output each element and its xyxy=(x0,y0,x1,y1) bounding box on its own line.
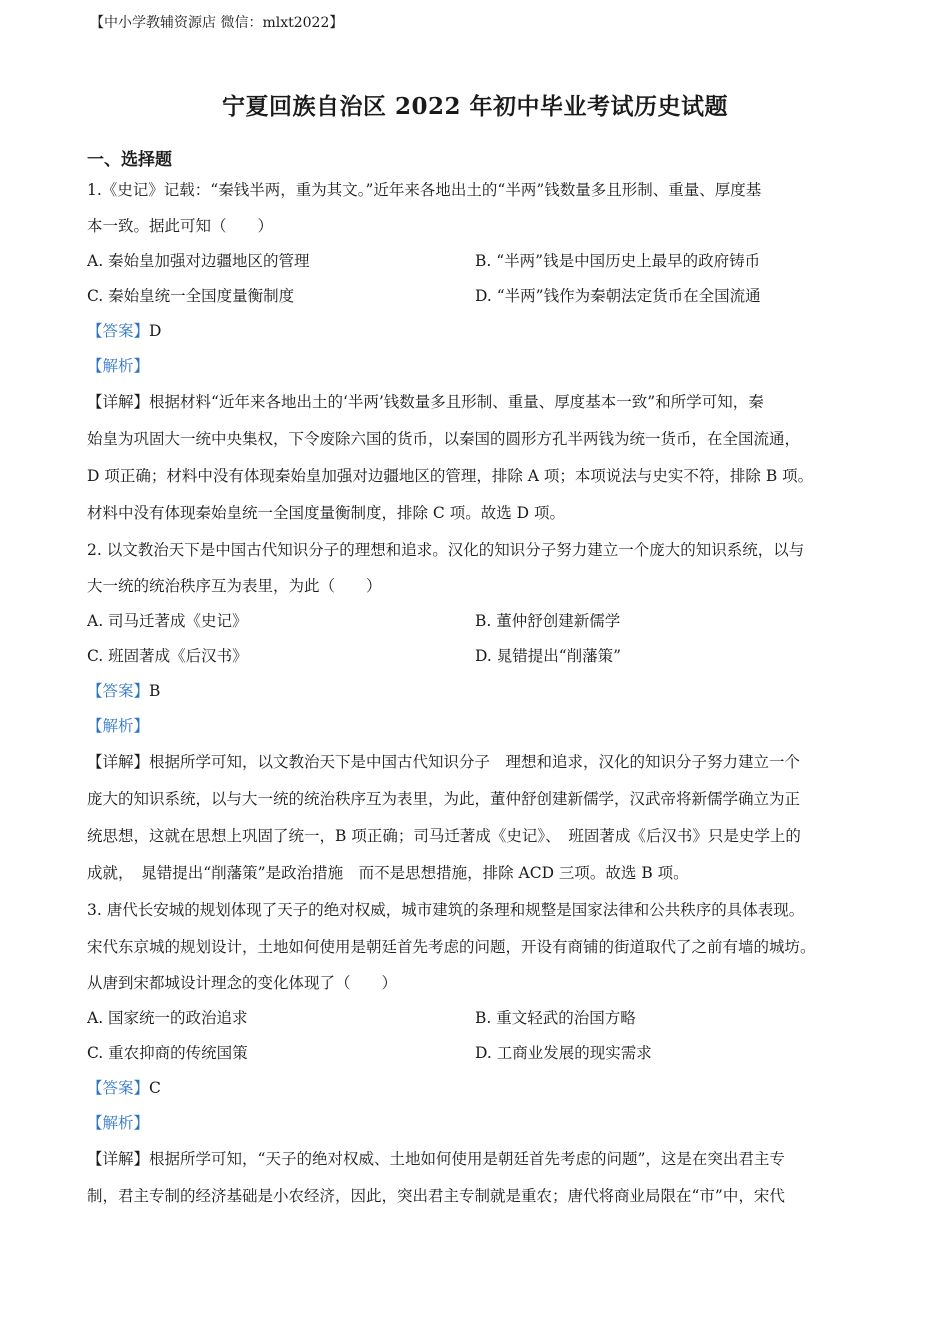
question-2-detail-line: 统思想，这就在思想上巩固了统一，B 项正确；司马迁著成《史记》、 班固著成《后汉书》只是史学上的 xyxy=(87,827,801,845)
question-2-stem-line: 大一统的统治秩序互为表里，为此（ ） xyxy=(87,577,382,595)
question-1-option-d: D. “半两”钱作为秦朝法定货币在全国流通 xyxy=(475,287,761,305)
answer-value: C xyxy=(149,1079,161,1097)
question-3-options-row xyxy=(87,1036,877,1071)
detail-label: 【详解】 xyxy=(87,393,150,411)
question-1-stem-line: 本一致。据此可知（ ） xyxy=(87,217,274,235)
question-2-detail-line: 成就， 晁错提出“削藩策”是政治措施 而不是思想措施，排除 ACD 三项。故选 B 项。 xyxy=(87,864,689,882)
question-1-option-a: A. 秦始皇加强对边疆地区的管理 xyxy=(87,252,310,270)
question-3-answer xyxy=(87,1071,877,1106)
question-2-option-b: B. 董仲舒创建新儒学 xyxy=(475,612,621,630)
question-3-analysis xyxy=(87,1106,877,1141)
question-1-detail-line: 材料中没有体现秦始皇统一全国度量衡制度，排除 C 项。故选 D 项。 xyxy=(87,504,565,522)
question-3-detail-line: 制，君主专制的经济基础是小农经济，因此，突出君主专制就是重农；唐代将商业局限在“市”中，宋代 xyxy=(87,1187,785,1205)
question-1-stem-line: 1.《史记》记载：“秦钱半两，重为其文。”近年来各地出土的“半两”钱数量多且形制、重量、厚度基 xyxy=(87,181,762,199)
question-2-options-row xyxy=(87,639,877,674)
watermark-text: 【中小学教辅资源店 微信：mlxt2022】 xyxy=(90,15,344,31)
question-2-detail-line: 庞大的知识系统，以与大一统的统治秩序互为表里，为此，董仲舒创建新儒学，汉武帝将新儒学确立为正 xyxy=(87,790,801,808)
question-2 xyxy=(87,532,877,892)
question-2-analysis xyxy=(87,709,877,744)
question-1-analysis xyxy=(87,349,877,384)
question-1-option-c: C. 秦始皇统一全国度量衡制度 xyxy=(87,287,295,305)
detail-label: 【详解】 xyxy=(87,1150,150,1168)
detail-text: 根据材料“近年来各地出土的‘半两’钱数量多且形制、重量、厚度基本一致”和所学可知，秦 xyxy=(149,393,764,411)
question-3-stem-line: 3. 唐代长安城的规划体现了天子的绝对权威，城市建筑的条理和规整是国家法律和公共秩序的具体表现。 xyxy=(87,901,805,919)
question-2-answer xyxy=(87,674,877,709)
detail-text: 根据所学可知，“天子的绝对权威、土地如何使用是朝廷首先考虑的问题”，这是在突出君主专 xyxy=(149,1150,785,1168)
question-1-detail-line: 始皇为巩固大一统中央集权，下令废除六国的货币，以秦国的圆形方孔半两钱为统一货币，在全国流通， xyxy=(87,430,801,448)
analysis-label: 【解析】 xyxy=(87,717,150,735)
question-3 xyxy=(87,892,877,1215)
question-2-option-a: A. 司马迁著成《史记》 xyxy=(87,612,248,630)
question-1-options-row xyxy=(87,244,877,279)
question-3-option-d: D. 工商业发展的现实需求 xyxy=(475,1044,652,1062)
answer-label: 【答案】 xyxy=(87,1079,150,1097)
question-3-option-a: A. 国家统一的政治追求 xyxy=(87,1009,248,1027)
question-3-detail-line xyxy=(87,1141,877,1178)
question-2-option-c: C. 班固著成《后汉书》 xyxy=(87,647,248,665)
answer-value: D xyxy=(149,322,162,340)
question-3-stem-line: 宋代东京城的规划设计，土地如何使用是朝廷首先考虑的问题，开设有商铺的街道取代了之前有墙的城坊。 xyxy=(87,938,816,956)
page-title: 宁夏回族自治区 2022 年初中毕业考试历史试题 xyxy=(221,93,729,120)
question-1-detail-line xyxy=(87,384,877,421)
analysis-label: 【解析】 xyxy=(87,1114,150,1132)
detail-text: 根据所学可知，以文教治天下是中国古代知识分子 理想和追求，汉化的知识分子努力建立一个 xyxy=(149,753,801,771)
question-2-option-d: D. 晁错提出“削藩策” xyxy=(475,647,622,665)
detail-label: 【详解】 xyxy=(87,753,150,771)
question-3-option-c: C. 重农抑商的传统国策 xyxy=(87,1044,248,1062)
question-1-options-row xyxy=(87,279,877,314)
answer-label: 【答案】 xyxy=(87,322,150,340)
answer-value: B xyxy=(149,682,161,700)
answer-label: 【答案】 xyxy=(87,682,150,700)
question-1-answer xyxy=(87,314,877,349)
question-3-option-b: B. 重文轻武的治国方略 xyxy=(475,1009,636,1027)
question-3-options-row xyxy=(87,1001,877,1036)
analysis-label: 【解析】 xyxy=(87,357,150,375)
question-1 xyxy=(87,172,877,532)
question-2-options-row xyxy=(87,604,877,639)
question-2-stem-line: 2. 以文教治天下是中国古代知识分子的理想和追求。汉化的知识分子努力建立一个庞大的知识系统，以与 xyxy=(87,541,805,559)
question-1-option-b: B. “半两”钱是中国历史上最早的政府铸币 xyxy=(475,252,761,270)
section-title: 一、选择题 xyxy=(87,150,172,170)
question-1-detail-line: D 项正确；材料中没有体现秦始皇加强对边疆地区的管理，排除 A 项；本项说法与史实不符，排除 B 项。 xyxy=(87,467,814,485)
question-3-stem-line: 从唐到宋都城设计理念的变化体现了（ ） xyxy=(87,974,398,992)
question-2-detail-line xyxy=(87,744,877,781)
question-list xyxy=(87,172,877,1215)
